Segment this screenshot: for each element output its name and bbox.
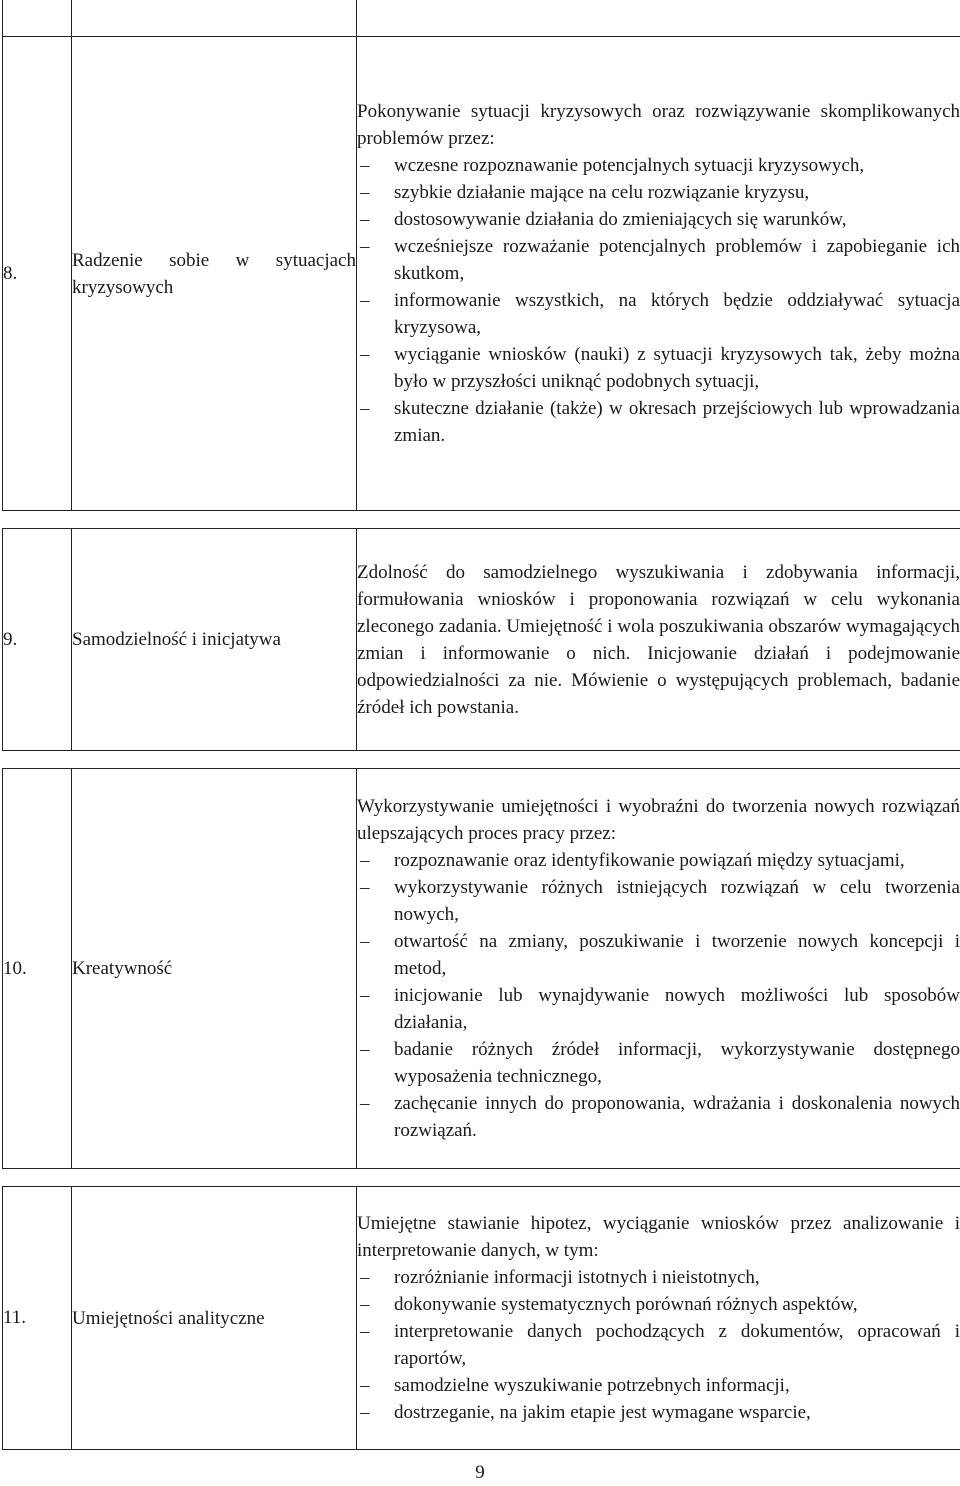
dash-bullet: – — [360, 931, 370, 952]
description-intro: Pokonywanie sytuacji kryzysowych oraz rozwiązywanie skomplikowanych problemów przez: — [357, 101, 960, 149]
list-item: – szybkie działanie mające na celu rozwiązanie kryzysu, — [357, 179, 960, 206]
dash-bullet: – — [360, 985, 370, 1006]
list-item: – wczesne rozpoznawanie potencjalnych sytuacji kryzysowych, — [357, 152, 960, 179]
description-list — [357, 152, 960, 449]
list-item: – interpretowanie danych pochodzących z dokumentów, opracowań i raportów, — [357, 1318, 960, 1372]
table-row — [3, 37, 960, 511]
description-text: Zdolność do samodzielnego wyszukiwania i zdobywania informacji, formułowania wniosków i proponowania rozwiązań w celu wykonania zleconego zadania. Umiejętność i wola poszukiwania obszarów wymagających zmian i informowanie o nich. Inicjowanie działań i podejmowanie odpowiedzialności za nie. Mówienie o występujących problemach, badanie źródeł ich powstania. — [357, 561, 960, 718]
list-item: – dokonywanie systematycznych porównań różnych aspektów, — [357, 1291, 960, 1318]
list-item: – dostosowywanie działania do zmieniających się warunków, — [357, 206, 960, 233]
description-intro: Umiejętne stawianie hipotez, wyciąganie wniosków przez analizowanie i interpretowanie danych, w tym: — [357, 1213, 960, 1261]
row-number: 9. — [3, 529, 72, 751]
list-item: – dostrzeganie, na jakim etapie jest wymagane wsparcie, — [357, 1399, 960, 1426]
competency-description — [357, 769, 960, 1169]
dash-bullet: – — [360, 1294, 370, 1315]
list-item: – skuteczne działanie (także) w okresach przejściowych lub wprowadzania zmian. — [357, 395, 960, 449]
dash-bullet: – — [360, 209, 370, 230]
competency-name: Samodzielność i inicjatywa — [72, 529, 357, 751]
competency-description — [357, 1187, 960, 1450]
competency-description — [357, 529, 960, 751]
dash-bullet: – — [360, 398, 370, 419]
list-item: – samodzielne wyszukiwanie potrzebnych informacji, — [357, 1372, 960, 1399]
list-item: – wykorzystywanie różnych istniejących rozwiązań w celu tworzenia nowych, — [357, 874, 960, 928]
dash-bullet: – — [360, 1093, 370, 1114]
list-item: – wyciąganie wniosków (nauki) z sytuacji kryzysowych tak, żeby można było w przyszłości uniknąć podobnych sytuacji, — [357, 341, 960, 395]
description-list — [357, 847, 960, 1144]
competency-name: Radzenie sobie w sytuacjach kryzysowych — [72, 37, 357, 511]
list-item: – wcześniejsze rozważanie potencjalnych problemów i zapobieganie ich skutkom, — [357, 233, 960, 287]
dash-bullet: – — [360, 1267, 370, 1288]
dash-bullet: – — [360, 1039, 370, 1060]
row-gap — [3, 751, 960, 769]
competency-table — [2, 0, 960, 1450]
competency-name: Kreatywność — [72, 769, 357, 1169]
table-top-row — [3, 0, 960, 37]
list-item: – informowanie wszystkich, na których będzie oddziaływać sytuacja kryzysowa, — [357, 287, 960, 341]
list-item: – badanie różnych źródeł informacji, wykorzystywanie dostępnego wyposażenia technicznego, — [357, 1036, 960, 1090]
dash-bullet: – — [360, 877, 370, 898]
list-item: – rozróżnianie informacji istotnych i nieistotnych, — [357, 1264, 960, 1291]
list-item: – inicjowanie lub wynajdywanie nowych możliwości lub sposobów działania, — [357, 982, 960, 1036]
list-item: – rozpoznawanie oraz identyfikowanie powiązań między sytuacjami, — [357, 847, 960, 874]
dash-bullet: – — [360, 344, 370, 365]
dash-bullet: – — [360, 155, 370, 176]
row-gap — [3, 1169, 960, 1187]
dash-bullet: – — [360, 850, 370, 871]
page-number: 9 — [475, 1462, 485, 1483]
table-row — [3, 529, 960, 751]
dash-bullet: – — [360, 1321, 370, 1342]
description-intro: Wykorzystywanie umiejętności i wyobraźni do tworzenia nowych rozwiązań ulepszających proces pracy przez: — [357, 796, 960, 844]
row-number: 10. — [3, 769, 72, 1169]
row-number: 11. — [3, 1187, 72, 1450]
table-row — [3, 769, 960, 1169]
competency-description — [357, 37, 960, 511]
dash-bullet: – — [360, 1375, 370, 1396]
list-item: – zachęcanie innych do proponowania, wdrażania i doskonalenia nowych rozwiązań. — [357, 1090, 960, 1144]
competency-name: Umiejętności analityczne — [72, 1187, 357, 1450]
dash-bullet: – — [360, 236, 370, 257]
dash-bullet: – — [360, 182, 370, 203]
list-item: – otwartość na zmiany, poszukiwanie i tworzenie nowych koncepcji i metod, — [357, 928, 960, 982]
row-number: 8. — [3, 37, 72, 511]
description-list — [357, 1264, 960, 1426]
dash-bullet: – — [360, 1402, 370, 1423]
dash-bullet: – — [360, 290, 370, 311]
row-gap — [3, 511, 960, 529]
table-row — [3, 1187, 960, 1450]
